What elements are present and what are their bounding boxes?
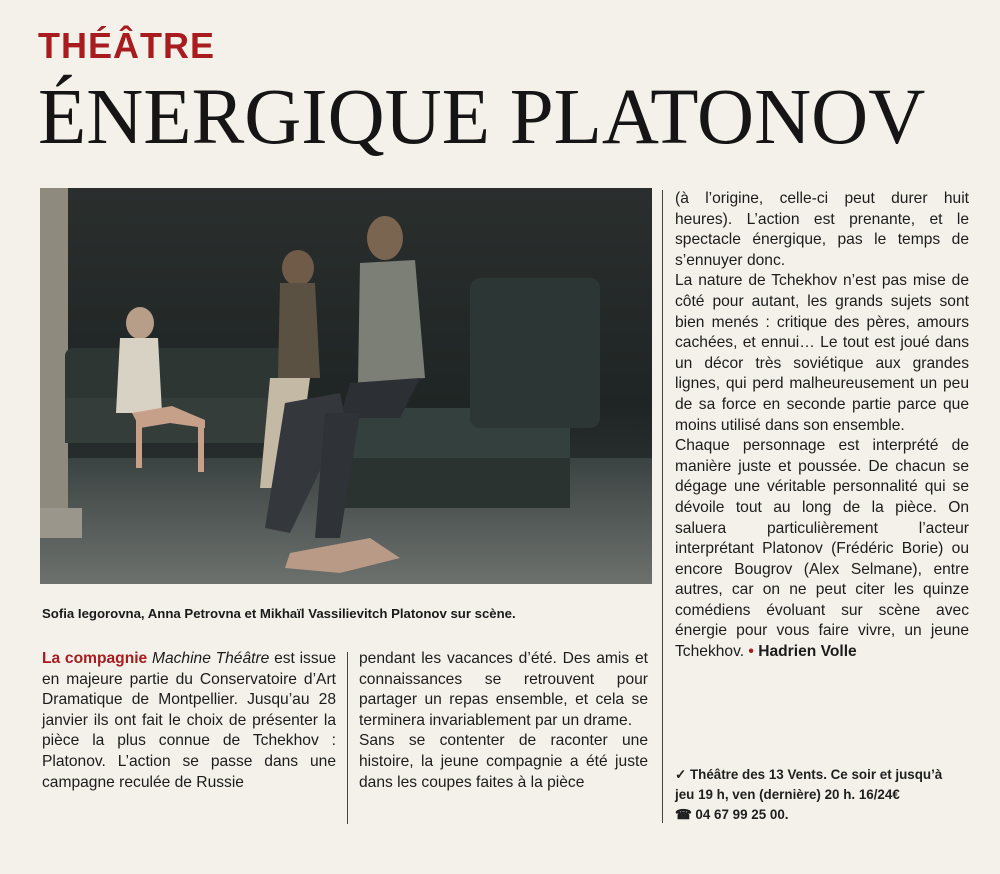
column-divider	[662, 190, 663, 823]
photo-caption: Sofia Iegorovna, Anna Petrovna et Mikhaïl Vassilievitch Platonov sur scène.	[42, 606, 516, 621]
venue-line	[675, 765, 975, 785]
bullet-icon: •	[748, 643, 754, 661]
article-paragraph	[675, 436, 969, 663]
article-text: Chaque personnage est interprété de manière juste et poussée. De chacun se dégage une véritable personnalité qui se dévoile tout au long de la pièce. On saluera particulièrement l’acteur interprétant Platonov (Frédéric Borie) ou encore Bougrov (Alex Selmane), entre autres, car on ne peut citer les quinze comédiens évoluant sur scène avec énergie pour vous faire vivre, un jeune Tchekhov.	[675, 437, 969, 661]
phone-number: 04 67 99 25 00.	[695, 807, 789, 822]
article-paragraph: Sans se contenter de raconter une histoire, la jeune compagnie a été juste dans les coupes faites à la pièce	[359, 732, 648, 791]
article-paragraph	[42, 649, 336, 793]
article-paragraph: La nature de Tchekhov n’est pas mise de côté pour autant, les grands sujets sont bien menés : critique des pères, amours cachées, et ennui… Le tout est joué dans un décor très soviétique aux grandes lignes, qui perd malheureusement un peu de sa force en seconde partie parce que moins utilisé dans son ensemble.	[675, 272, 969, 434]
check-icon: ✓	[675, 767, 687, 782]
phone-icon: ☎	[675, 807, 692, 822]
practical-info	[675, 765, 975, 825]
article-paragraph: (à l’origine, celle-ci peut durer huit heures). L’action est prenante, et le spectacle énergique, pas le temps de s’ennuyer donc.	[675, 190, 969, 269]
article-column-2	[359, 649, 648, 793]
schedule-line: jeu 19 h, ven (dernière) 20 h. 16/24€	[675, 787, 900, 802]
article-paragraph: pendant les vacances d’été. Des amis et connaissances se retrouvent pour partager un repas ensemble, et cela se terminera invariablement par un drame.	[359, 650, 648, 729]
column-divider	[347, 652, 348, 824]
section-label: THÉÂTRE	[38, 25, 215, 66]
article-column-1	[42, 649, 336, 793]
stage-photo-illustration	[40, 188, 652, 584]
article-text: est issue en majeure partie du Conservatoire d’Art Dramatique de Montpellier. Jusqu’au 28 janvier ils ont fait le choix de présenter la pièce la plus connue de Tchekhov : Platonov. L’action se passe dans une campagne reculée de Russie	[42, 650, 336, 791]
article-photo	[40, 188, 652, 584]
company-name: Machine Théâtre	[151, 650, 270, 667]
article-lead: La compagnie	[42, 650, 148, 667]
author-byline: Hadrien Volle	[758, 643, 857, 661]
venue-text: Théâtre des 13 Vents. Ce soir et jusqu’à	[689, 767, 943, 782]
article-headline: ÉNERGIQUE PLATONOV	[38, 74, 926, 161]
phone-line	[675, 805, 975, 825]
article-column-3	[675, 189, 969, 663]
